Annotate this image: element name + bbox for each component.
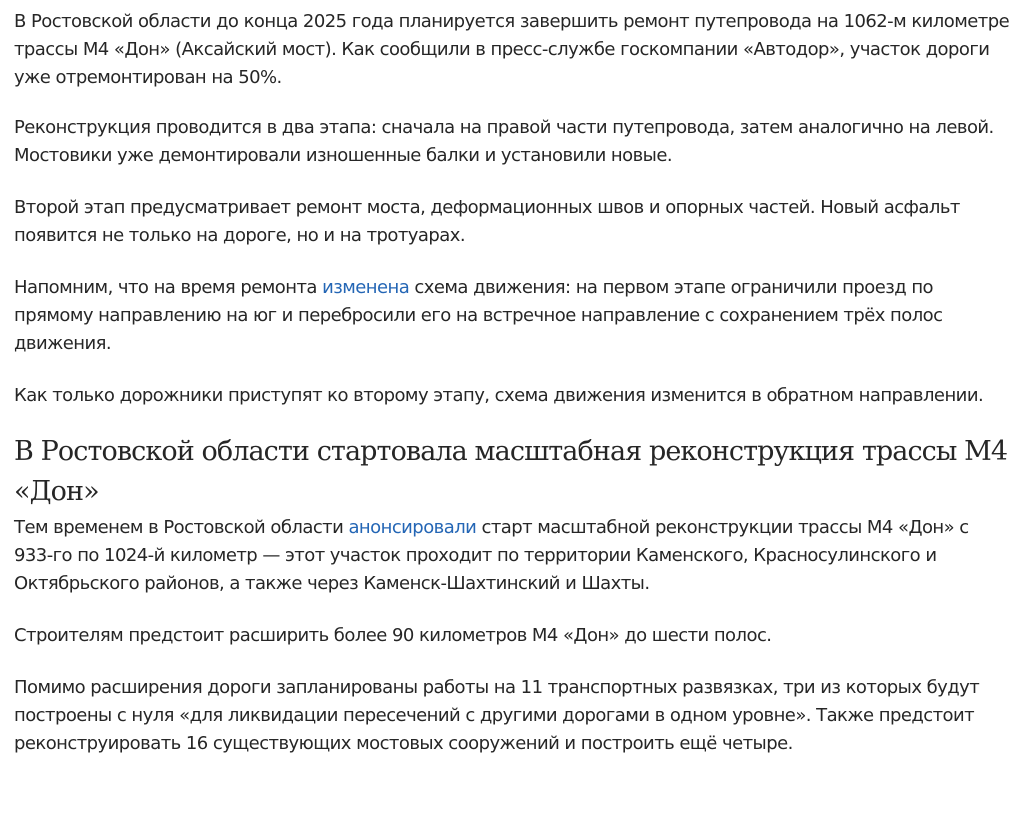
paragraph-repair-overpass: В Ростовской области до конца 2025 года планируется завершить ремонт путепровода на 1062-м километре трассы М4 «Дон» (Аксайский мост). Как сообщили в пресс-службе госкомпании «Автодор», участок дороги уже отремонтирован на 50%. <box>14 11 1010 88</box>
paragraph-second-stage: Второй этап предусматривает ремонт моста, деформационных швов и опорных частей. Новый асфальт появится не только на дороге, но и на тротуарах. <box>14 197 960 246</box>
paragraph-text-start: Тем временем в Ростовской области <box>14 517 349 538</box>
paragraph-reverse-direction: Как только дорожники приступят ко второму этапу, схема движения изменится в обратном направлении. <box>14 385 984 406</box>
paragraph-text-end: старт масштабной реконструкции трассы М4 «Дон» с 933-го по 1024-й километр — этот участок проходит по территории Каменского, Красносулинского и Октябрьского районов, а также через Каменск-Шахтинский и Шахты. <box>14 517 969 594</box>
link-announced[interactable]: анонсировали <box>348 517 477 538</box>
paragraph-text-start: Напомним, что на время ремонта <box>14 277 323 298</box>
link-changed-scheme[interactable]: изменена <box>322 277 410 298</box>
paragraph-traffic-scheme <box>14 274 1010 358</box>
paragraph-reconstruction-stages: Реконструкция проводится в два этапа: сначала на правой части путепровода, затем аналогично на левой. Мостовики уже демонтировали изношенные балки и установили новые. <box>14 117 994 166</box>
section-heading: В Ростовской области стартовала масштабная реконструкция трассы М4 «Дон» <box>14 436 1008 507</box>
paragraph-announcement <box>14 514 1010 598</box>
paragraph-interchanges: Помимо расширения дороги запланированы работы на 11 транспортных развязках, три из которых будут построены с нуля «для ликвидации пересечений с другими дорогами в одном уровне». Также предстоит реконструировать 16 существующих мостовых сооружений и построить ещё четыре. <box>14 677 980 754</box>
paragraph-six-lanes: Строителям предстоит расширить более 90 километров М4 «Дон» до шести полос. <box>14 625 772 646</box>
paragraph-text-end: схема движения: на первом этапе ограничили проезд по прямому направлению на юг и перебросили его на встречное направление с сохранением трёх полос движения. <box>14 277 943 354</box>
